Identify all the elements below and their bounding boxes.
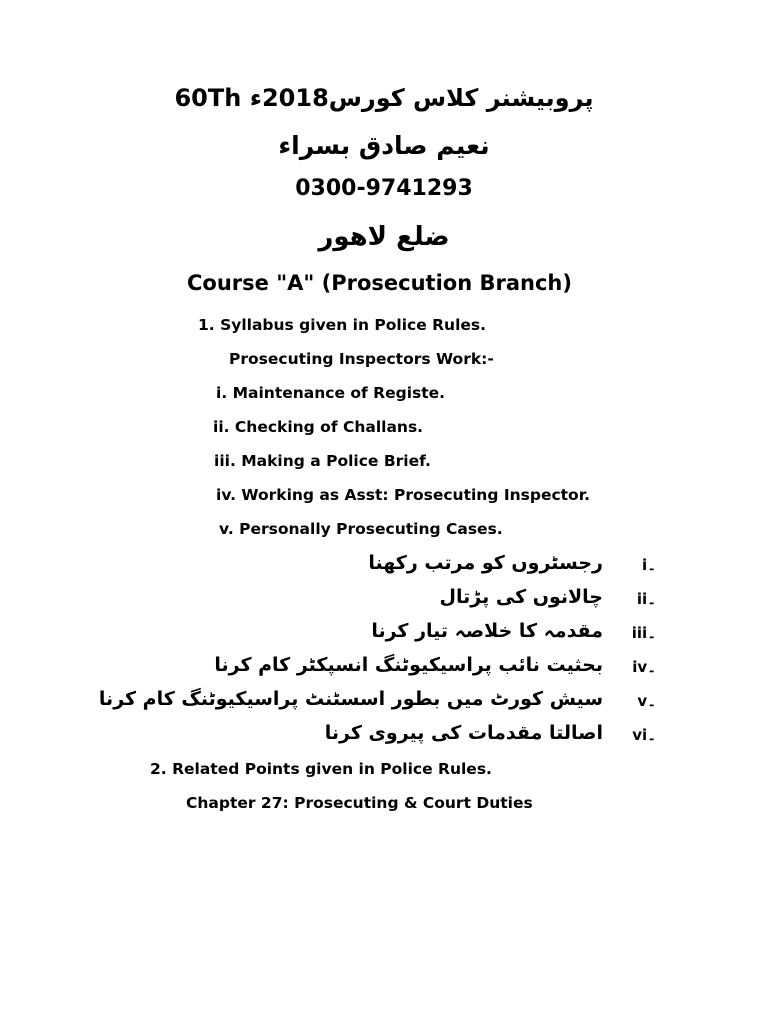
urdu-item-text: اصالتا مقدمات کی پیروی کرنا: [324, 722, 603, 744]
urdu-item-text: سیش کورٹ میں بطور اسسٹنٹ پراسیکیوٹنگ کام کرنا: [98, 688, 603, 710]
list-item: iii. Making a Police Brief.: [214, 452, 431, 470]
urdu-item-text: رجسٹروں کو مرتب رکھنا: [368, 552, 603, 574]
urdu-list-item: [0, 552, 768, 582]
urdu-item-number: iii۔: [631, 624, 656, 642]
urdu-item-text: بحثیت نائب پراسیکیوٹنگ انسپکٹر کام کرنا: [214, 654, 603, 676]
district-name: ضلع لاهور: [318, 222, 450, 252]
chapter-reference: Chapter 27: Prosecuting & Court Duties: [186, 794, 533, 812]
list-item: v. Personally Prosecuting Cases.: [219, 520, 503, 538]
urdu-item-text: مقدمہ کا خلاصہ تیار کرنا: [371, 620, 603, 642]
urdu-item-number: v۔: [637, 692, 656, 710]
list-item: iv. Working as Asst: Prosecuting Inspector.: [216, 486, 591, 504]
urdu-list-item: [0, 688, 768, 718]
section-2-label: 2. Related Points given in Police Rules.: [150, 760, 492, 778]
list-item: ii. Checking of Challans.: [213, 418, 424, 436]
course-title: 60Th پروبیشنر کلاس کورس2018ء: [174, 84, 594, 112]
list-item: i. Maintenance of Registe.: [216, 384, 446, 402]
urdu-item-text: چالانوں کی پڑتال: [439, 586, 603, 608]
author-name: نعیم صادق بسراء: [278, 131, 490, 160]
urdu-list-item: [0, 586, 768, 616]
urdu-item-number: vi۔: [632, 726, 656, 744]
section-1-label: 1. Syllabus given in Police Rules.: [198, 316, 487, 334]
course-heading: Course "A" (Prosecution Branch): [187, 271, 572, 295]
urdu-item-number: ii۔: [636, 590, 656, 608]
urdu-list-item: [0, 654, 768, 684]
urdu-item-number: i۔: [642, 556, 656, 574]
urdu-list-item: [0, 722, 768, 752]
phone-number: 0300-9741293: [295, 176, 473, 201]
urdu-list-item: [0, 620, 768, 650]
section-1-subheading: Prosecuting Inspectors Work:-: [229, 350, 494, 368]
urdu-item-number: iv۔: [632, 658, 656, 676]
